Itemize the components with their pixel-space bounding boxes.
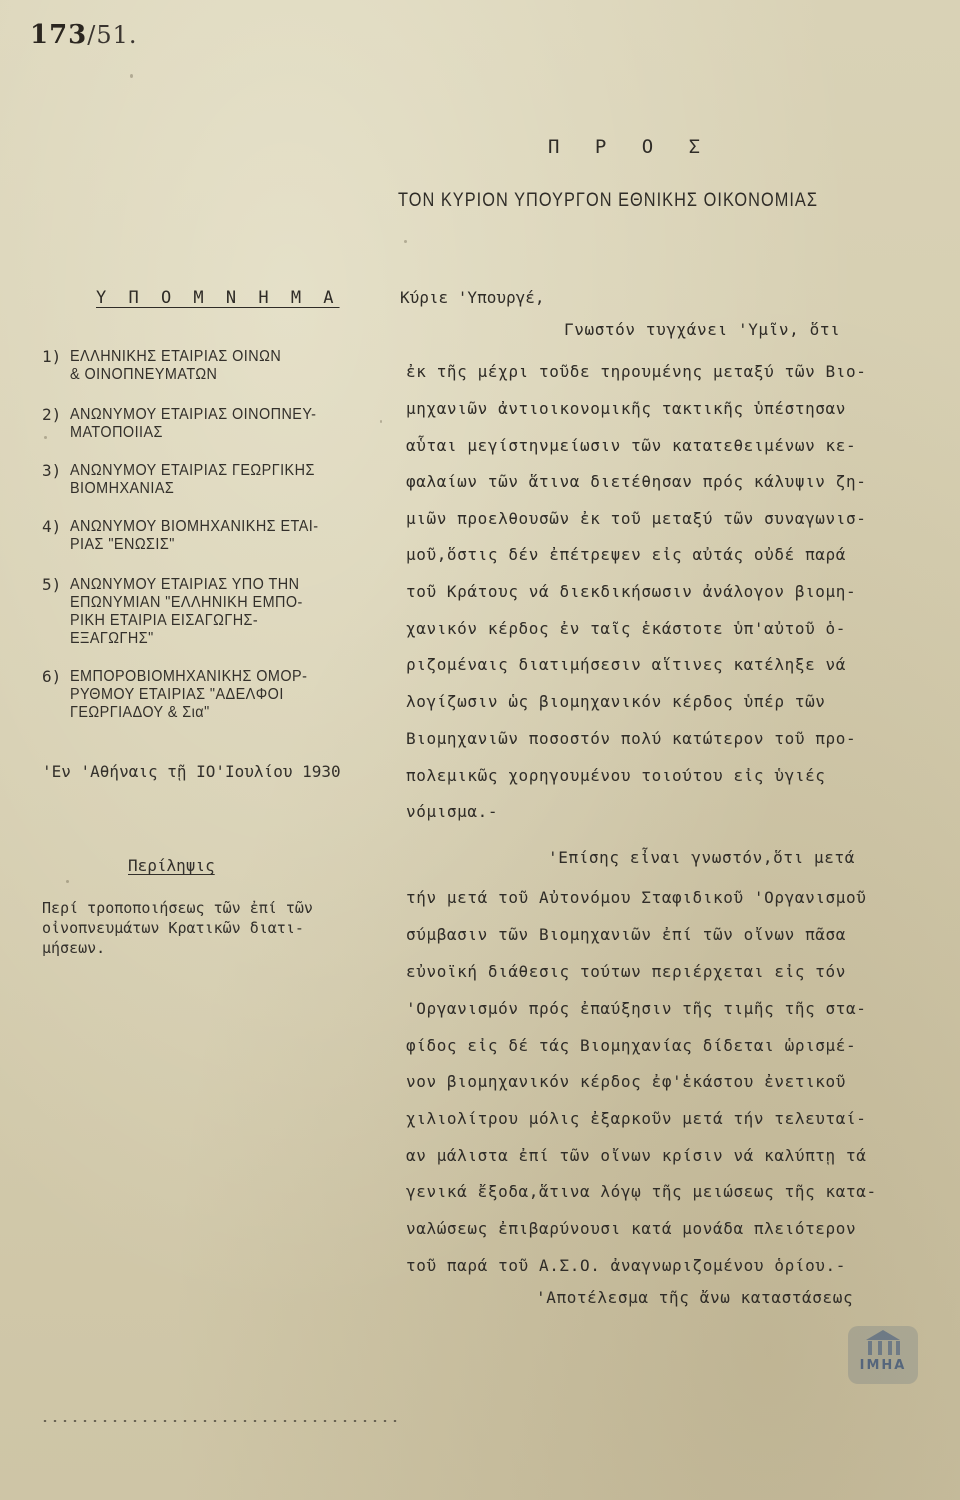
page-number <box>30 20 138 50</box>
item-text: ΕΛΛΗΝΙΚΗΣ ΕΤΑΙΡΙΑΣ ΟΙΝΩΝ & ΟΙΝΟΠΝΕΥΜΑΤΩΝ <box>70 348 282 383</box>
letter-line: νον βιομηχανικόν κέρδος ἐφ'ἑκάστου ἐνετικοῦ <box>406 1072 847 1091</box>
item-number: 4) <box>42 517 62 536</box>
letter-line: τοῦ παρά τοῦ Α.Σ.Ο. ἀναγνωριζομένου ὁρίου.- <box>406 1256 847 1275</box>
summary-text: Περί τροποποιήσεως τῶν ἐπί τῶν οἰνοπνευμάτων Κρατικῶν διατι- μήσεων. <box>42 899 313 957</box>
paper-speck <box>66 880 69 883</box>
paper-speck <box>130 74 133 78</box>
item-number: 1) <box>42 347 62 366</box>
letter-line: 'Επίσης εἶναι γνωστόν,ὅτι μετά <box>548 848 855 867</box>
letter-line: Βιομηχανιῶν ποσοστόν πολύ κατώτερον τοῦ προ- <box>406 729 857 748</box>
letter-line: πολεμικῶς χορηγουμένου τοιούτου εἰς ὑγιές <box>406 766 826 785</box>
letter-line: ριζομέναις διατιμήσεσιν αἵτινες κατέληξε νά <box>406 655 847 674</box>
date-line: 'Εν 'Αθήναις τῇ ΙΟ'Ιουλίου 1930 <box>42 762 341 781</box>
dotted-divider <box>40 1420 400 1422</box>
item-text: ΑΝΩΝΥΜΟΥ ΕΤΑΙΡΙΑΣ ΥΠΟ ΤΗΝ ΕΠΩΝΥΜΙΑΝ "ΕΛΛΗΝΙΚΗ ΕΜΠΟ- ΡΙΚΗ ΕΤΑΙΡΙΑ ΕΙΣΑΓΩΓΗΣ- ΕΞΑΓΩΓΗΣ" <box>70 576 303 647</box>
letter-line: αὗται μεγίστηνμείωσιν τῶν κατατεθειμένων κε- <box>406 436 857 455</box>
page-number-main: 173 <box>30 20 88 50</box>
paper-speck <box>404 240 407 243</box>
archive-stamp-icon <box>848 1326 918 1384</box>
stamp-text: ΙΜΗΑ <box>859 1358 907 1373</box>
page-number-secondary: /51. <box>87 21 138 49</box>
pros-heading: Π Ρ Ο Σ <box>548 136 713 158</box>
item-text: ΑΝΩΝΥΜΟΥ ΕΤΑΙΡΙΑΣ ΓΕΩΡΓΙΚΗΣ ΒΙΟΜΗΧΑΝΙΑΣ <box>70 462 315 497</box>
letter-line: 'Οργανισμόν πρός ἐπαύξησιν τῆς τιμῆς τῆς στα- <box>406 999 867 1018</box>
salutation: Κύριε 'Υπουργέ, <box>400 288 545 307</box>
letter-line: λογίζωσιν ὡς βιομηχανικόν κέρδος ὑπέρ τῶν <box>406 692 826 711</box>
letter-line: 'Αποτέλεσμα τῆς ἄνω καταστάσεως <box>536 1288 854 1307</box>
item-text: ΑΝΩΝΥΜΟΥ ΒΙΟΜΗΧΑΝΙΚΗΣ ΕΤΑΙ- ΡΙΑΣ "ΕΝΩΣΙΣ" <box>70 518 319 553</box>
letter-line: εὐνοϊκή διάθεσις τούτων περιέρχεται εἰς τόν <box>406 962 847 981</box>
letter-line: ἐκ τῆς μέχρι τοῦδε τηρουμένης μεταξύ τῶν Βιο- <box>406 362 867 381</box>
item-text: ΑΝΩΝΥΜΟΥ ΕΤΑΙΡΙΑΣ ΟΙΝΟΠΝΕΥ- ΜΑΤΟΠΟΙΙΑΣ <box>70 406 317 441</box>
letter-line: γενικά ἔξοδα,ἅτινα λόγῳ τῆς μειώσεως τῆς κατα- <box>406 1182 877 1201</box>
summary-title: Περίληψις <box>128 856 215 875</box>
paper-speck <box>44 436 47 439</box>
letter-line: φίδος εἰς δέ τάς Βιομηχανίας δίδεται ὡρισμέ- <box>406 1036 857 1055</box>
letter-line: σύμβασιν τῶν Βιομηχανιῶν ἐπί τῶν οἴνων πᾶσα <box>406 925 847 944</box>
memorandum-title: Υ Π Ο Μ Ν Η Μ Α <box>96 288 340 308</box>
letter-line: αν μάλιστα ἐπί τῶν οἴνων κρίσιν νά καλύπτῃ τά <box>406 1146 867 1165</box>
letter-line: φαλαίων τῶν ἅτινα διετέθησαν πρός κάλυψιν ζη- <box>406 472 867 491</box>
item-number: 2) <box>42 405 62 424</box>
item-text: ΕΜΠΟΡΟΒΙΟΜΗΧΑΝΙΚΗΣ ΟΜΟΡ- ΡΥΘΜΟΥ ΕΤΑΙΡΙΑΣ "ΑΔΕΛΦΟΙ ΓΕΩΡΓΙΑΔΟΥ & Σια" <box>70 668 308 721</box>
letter-line: τοῦ Κράτους νά διεκδικήσωσιν ἀνάλογον βιομη- <box>406 582 857 601</box>
recipient-line: ΤΟΝ ΚΥΡΙΟΝ ΥΠΟΥΡΓΟΝ ΕΘΝΙΚΗΣ ΟΙΚΟΝΟΜΙΑΣ <box>398 190 818 211</box>
letter-line: χιλιολίτρου μόλις ἐξαρκοῦν μετά τήν τελευταί- <box>406 1109 867 1128</box>
item-number: 3) <box>42 461 62 480</box>
letter-line: μιῶν προελθουσῶν ἐκ τοῦ μεταξύ τῶν συναγωνισ- <box>406 509 867 528</box>
letter-line: τήν μετά τοῦ Αὐτονόμου Σταφιδικοῦ 'Οργανισμοῦ <box>406 888 867 907</box>
letter-line: μηχανιῶν ἀντιοικονομικῆς τακτικῆς ὑπέστησαν <box>406 399 847 418</box>
item-number: 5) <box>42 575 62 594</box>
letter-line: νόμισμα.- <box>406 802 499 821</box>
letter-line: Γνωστόν τυγχάνει 'Υμῖν, ὅτι <box>564 320 841 339</box>
letter-line: χανικόν κέρδος ἐν ταῖς ἑκάστοτε ὑπ'αὐτοῦ ὁ- <box>406 619 847 638</box>
item-number: 6) <box>42 667 62 686</box>
letter-line: ναλώσεως ἐπιβαρύνουσι κατά μονάδα πλειότερον <box>406 1219 857 1238</box>
stamp-emblem-icon <box>848 1326 918 1384</box>
letter-line: μοῦ,ὅστις δέν ἐπέτρεψεν εἰς αὐτάς οὐδέ παρά <box>406 545 847 564</box>
